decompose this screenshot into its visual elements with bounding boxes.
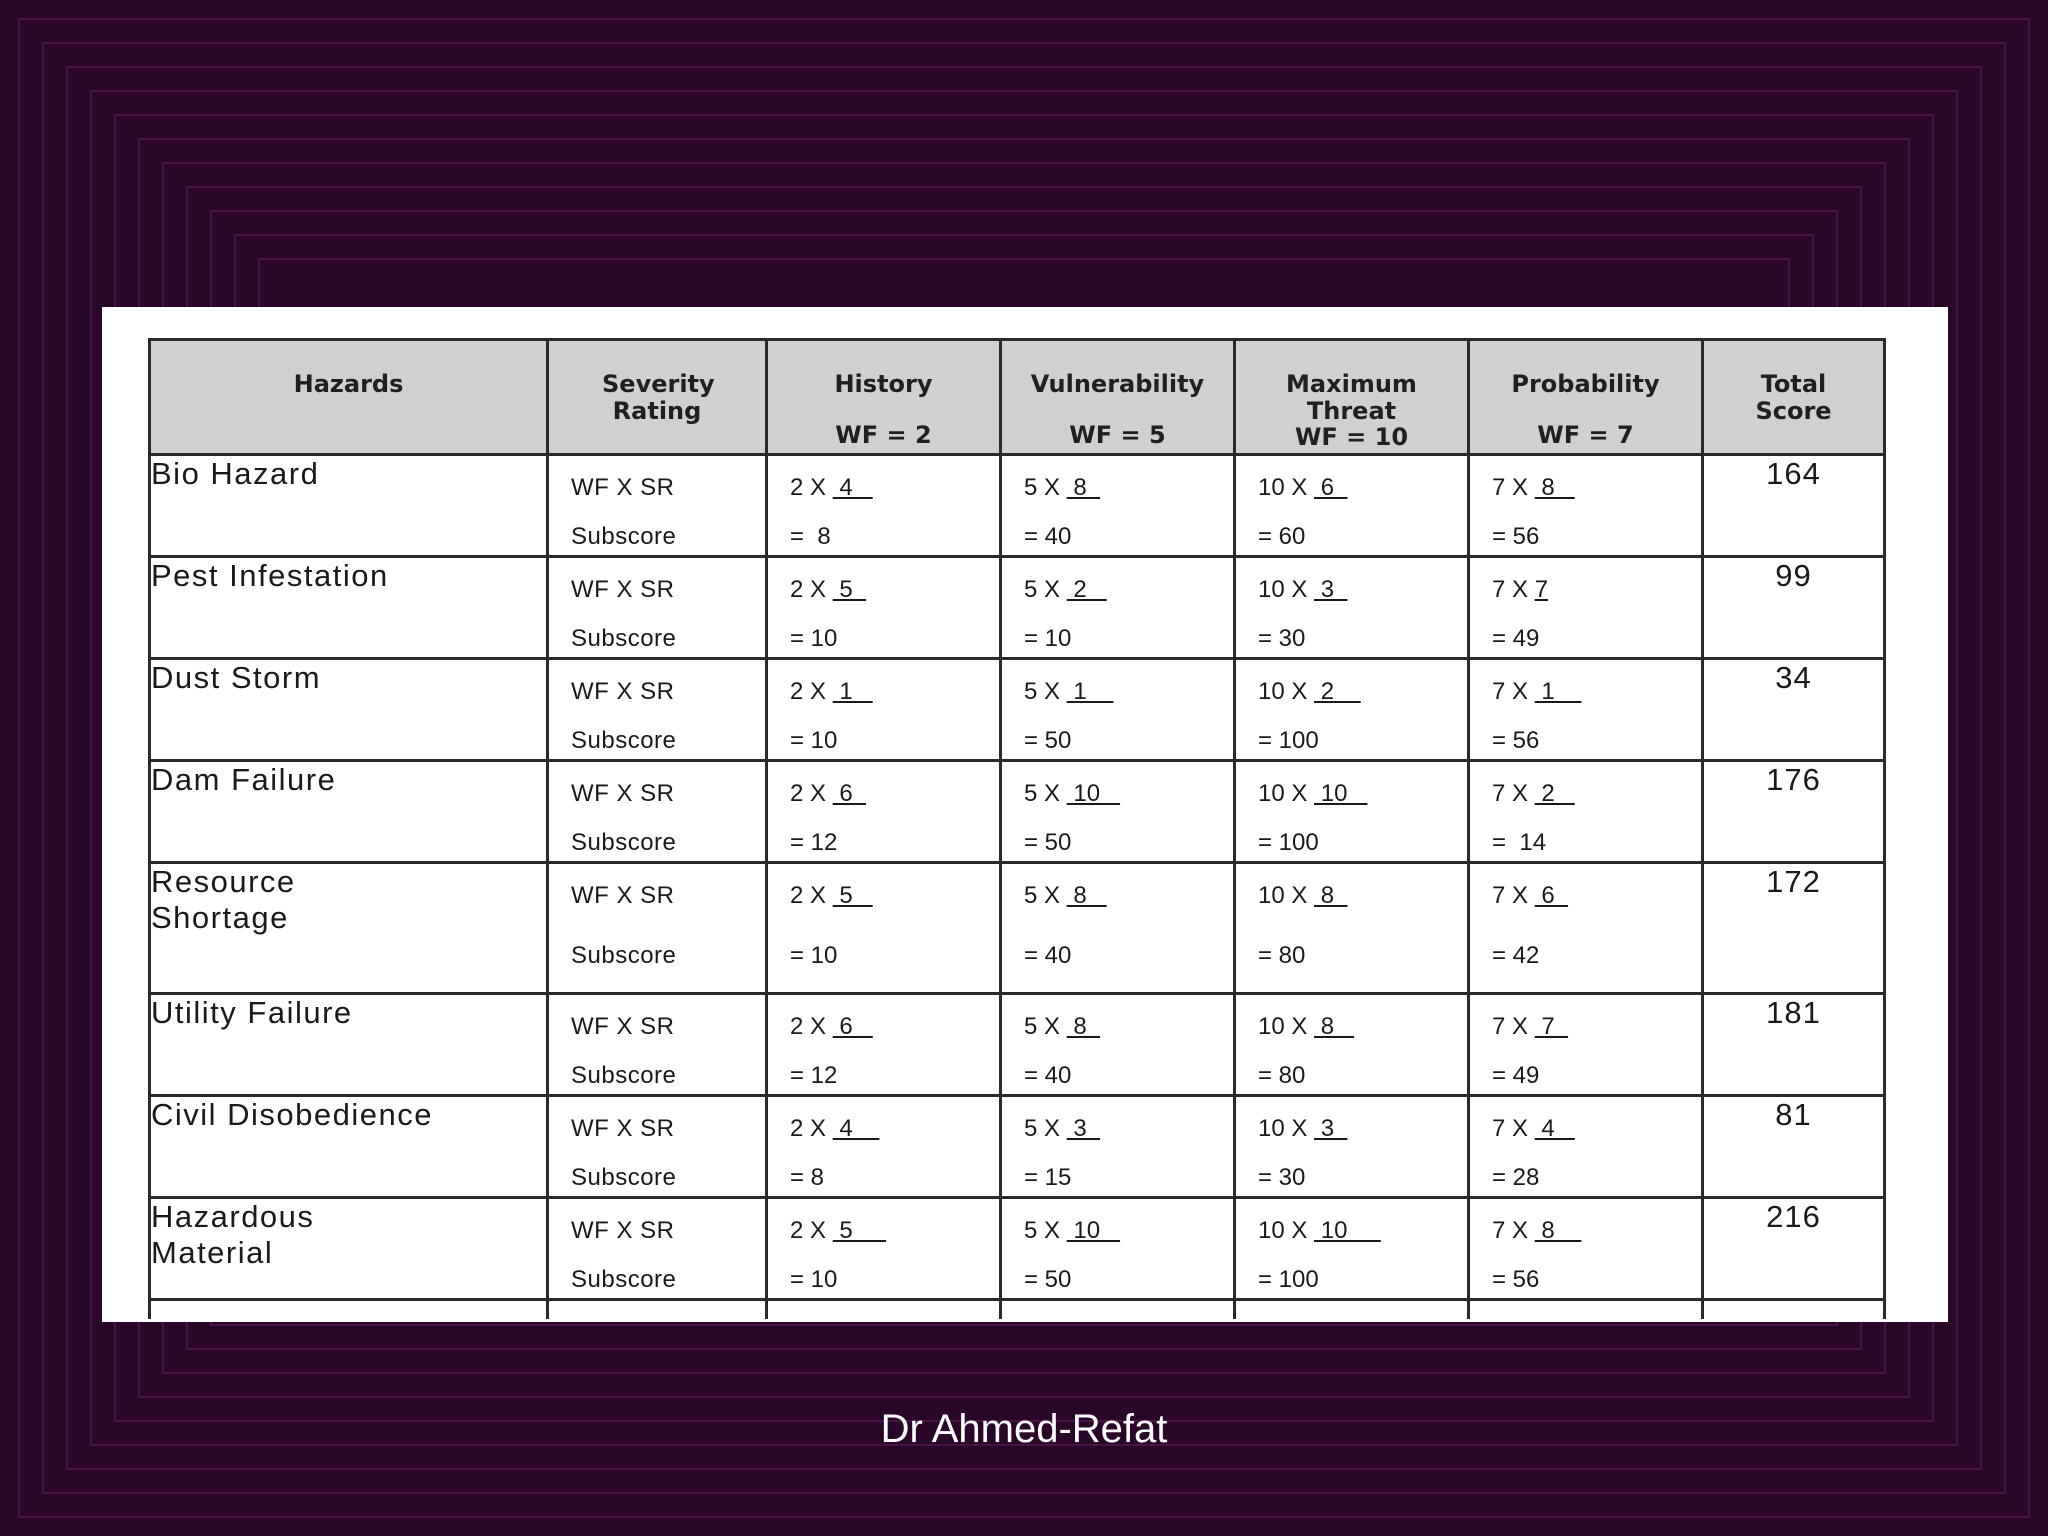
weight-factor-prefix: 2 X	[790, 882, 833, 909]
subscore-value: = 30	[1258, 625, 1306, 652]
severity-rating-value: 2	[1314, 678, 1361, 705]
weighted-formula	[1258, 1013, 1354, 1041]
weighted-formula	[790, 1115, 879, 1143]
empty-cell	[1703, 1300, 1885, 1320]
vulnerability-cell	[1001, 455, 1235, 557]
weight-factor-prefix: 10 X	[1258, 576, 1315, 603]
table-row	[150, 994, 1885, 1096]
weighted-formula	[1492, 1217, 1581, 1245]
probability-cell	[1469, 455, 1703, 557]
hazard-name	[150, 1198, 548, 1300]
severity-rating-value: 3	[1314, 576, 1348, 603]
subscore-value: = 10	[790, 942, 838, 969]
subscore-value: = 56	[1492, 1266, 1540, 1293]
table-row	[150, 659, 1885, 761]
total-score: 181	[1703, 994, 1885, 1096]
severity-rating-value: 6	[1534, 882, 1569, 909]
weighted-formula	[1492, 780, 1575, 808]
weight-factor-prefix: 10 X	[1258, 678, 1315, 705]
subscore-value: = 50	[1024, 727, 1072, 754]
hazard-name	[150, 863, 548, 994]
subscore-value: = 40	[1024, 942, 1072, 969]
weighted-formula	[1024, 1013, 1100, 1041]
subscore-value: = 8	[790, 523, 831, 550]
formula-label: WF X SR	[571, 1115, 675, 1142]
history-cell	[767, 863, 1001, 994]
empty-cell	[150, 1300, 548, 1320]
severity-rating-cell	[548, 1096, 767, 1198]
header-maximum-threat	[1235, 340, 1469, 455]
hazard-name	[150, 455, 548, 557]
weighted-formula	[1024, 1217, 1120, 1245]
header-title: Probability	[1511, 370, 1660, 398]
header-title: Total Score	[1755, 370, 1832, 425]
weighted-formula	[1024, 882, 1107, 910]
history-cell	[767, 994, 1001, 1096]
severity-rating-cell	[548, 761, 767, 863]
severity-rating-value: 10	[1314, 1217, 1381, 1244]
subscore-value: = 28	[1492, 1164, 1540, 1191]
formula-label: WF X SR	[571, 678, 675, 705]
weight-factor-prefix: 10 X	[1258, 1013, 1315, 1040]
weight-factor-prefix: 2 X	[790, 1217, 833, 1244]
history-cell	[767, 659, 1001, 761]
weight-factor-prefix: 2 X	[790, 678, 833, 705]
subscore-value: = 50	[1024, 1266, 1072, 1293]
severity-rating-value: 5	[832, 1217, 887, 1244]
weighted-formula	[1258, 780, 1367, 808]
max-threat-cell	[1235, 455, 1469, 557]
weight-factor-prefix: 7 X	[1492, 780, 1535, 807]
severity-rating-value: 6	[832, 1013, 873, 1040]
weight-factor-prefix: 7 X	[1492, 678, 1535, 705]
weight-factor-prefix: 7 X	[1492, 1115, 1535, 1142]
weight-factor-prefix: 5 X	[1024, 1217, 1067, 1244]
history-cell	[767, 761, 1001, 863]
weighted-formula	[790, 474, 873, 502]
header-weight-factor: WF = 10	[1294, 423, 1409, 451]
severity-rating-value: 10	[1314, 780, 1368, 807]
history-cell	[767, 1198, 1001, 1300]
hazard-name-text: Dam Failure	[151, 762, 337, 797]
severity-rating-value: 8	[1066, 1013, 1101, 1040]
subscore-value: = 12	[790, 829, 838, 856]
subscore-value: = 100	[1258, 727, 1319, 754]
hazard-name-text: Utility Failure	[151, 995, 353, 1030]
subscore-value: = 49	[1492, 1062, 1540, 1089]
severity-rating-value: 5	[832, 576, 867, 603]
header-history	[767, 340, 1001, 455]
weighted-formula	[1024, 474, 1100, 502]
subscore-value: = 60	[1258, 523, 1306, 550]
severity-rating-value: 3	[1314, 1115, 1348, 1142]
weight-factor-prefix: 2 X	[790, 1115, 833, 1142]
weighted-formula	[790, 678, 873, 706]
severity-rating-cell	[548, 557, 767, 659]
formula-label: WF X SR	[571, 882, 675, 909]
formula-label: WF X SR	[571, 474, 675, 501]
total-score: 176	[1703, 761, 1885, 863]
header-title: History	[834, 370, 933, 398]
total-score: 164	[1703, 455, 1885, 557]
probability-cell	[1469, 659, 1703, 761]
empty-cell	[1001, 1300, 1235, 1320]
max-threat-cell	[1235, 863, 1469, 994]
total-score: 99	[1703, 557, 1885, 659]
severity-rating-value: 4	[1534, 1115, 1575, 1142]
header-vulnerability	[1001, 340, 1235, 455]
header-weight-factor: WF = 7	[1537, 421, 1634, 449]
weight-factor-prefix: 7 X	[1492, 1013, 1535, 1040]
severity-rating-value: 1	[1534, 678, 1582, 705]
hazard-name	[150, 761, 548, 863]
total-score: 172	[1703, 863, 1885, 994]
weight-factor-prefix: 2 X	[790, 780, 833, 807]
subscore-value: = 56	[1492, 523, 1540, 550]
severity-rating-value: 7	[1534, 1013, 1569, 1040]
header-weight-factor: WF = 2	[835, 421, 932, 449]
hazard-name-text: Hazardous Material	[151, 1199, 315, 1270]
severity-rating-value: 1	[832, 678, 873, 705]
severity-rating-value: 8	[1314, 882, 1348, 909]
vulnerability-cell	[1001, 1096, 1235, 1198]
subscore-label: Subscore	[571, 1164, 677, 1191]
subscore-value: = 12	[790, 1062, 838, 1089]
weight-factor-prefix: 7 X	[1492, 882, 1535, 909]
empty-cell	[1469, 1300, 1703, 1320]
empty-cell	[548, 1300, 767, 1320]
weighted-formula	[1024, 576, 1107, 604]
weighted-formula	[1492, 882, 1568, 910]
history-cell	[767, 1096, 1001, 1198]
max-threat-cell	[1235, 659, 1469, 761]
max-threat-cell	[1235, 1096, 1469, 1198]
severity-rating-value: 6	[832, 780, 867, 807]
empty-cell	[1235, 1300, 1469, 1320]
weighted-formula	[1258, 474, 1347, 502]
subscore-value: = 10	[1024, 625, 1072, 652]
weighted-formula	[790, 882, 873, 910]
weight-factor-prefix: 5 X	[1024, 576, 1067, 603]
severity-rating-value: 8	[1314, 1013, 1355, 1040]
subscore-label: Subscore	[571, 727, 677, 754]
hazard-name	[150, 659, 548, 761]
footer-author: Dr Ahmed-Refat	[880, 1407, 1168, 1451]
weighted-formula	[1258, 678, 1361, 706]
header-hazards	[150, 340, 548, 455]
weight-factor-prefix: 5 X	[1024, 780, 1067, 807]
severity-rating-value: 8	[1066, 882, 1107, 909]
subscore-value: = 80	[1258, 942, 1306, 969]
weight-factor-prefix: 7 X	[1492, 576, 1535, 603]
hazard-name	[150, 557, 548, 659]
weighted-formula	[1024, 678, 1113, 706]
hazard-name-text: Resource Shortage	[151, 864, 296, 935]
severity-rating-value: 8	[1066, 474, 1101, 501]
severity-rating-cell	[548, 1198, 767, 1300]
header-row	[150, 340, 1885, 455]
subscore-value: = 100	[1258, 829, 1319, 856]
weight-factor-prefix: 5 X	[1024, 1115, 1067, 1142]
weighted-formula	[1492, 1013, 1568, 1041]
total-score: 216	[1703, 1198, 1885, 1300]
formula-label: WF X SR	[571, 576, 675, 603]
weight-factor-prefix: 10 X	[1258, 882, 1315, 909]
max-threat-cell	[1235, 761, 1469, 863]
subscore-label: Subscore	[571, 625, 677, 652]
header-severity-rating	[548, 340, 767, 455]
table-row-partial	[150, 1300, 1885, 1320]
weighted-formula	[1258, 576, 1347, 604]
weight-factor-prefix: 10 X	[1258, 780, 1315, 807]
probability-cell	[1469, 863, 1703, 994]
weight-factor-prefix: 10 X	[1258, 1217, 1315, 1244]
subscore-value: = 10	[790, 625, 838, 652]
max-threat-cell	[1235, 994, 1469, 1096]
probability-cell	[1469, 761, 1703, 863]
subscore-value: = 8	[790, 1164, 825, 1191]
subscore-value: = 30	[1258, 1164, 1306, 1191]
weighted-formula	[1258, 1115, 1347, 1143]
table-row	[150, 557, 1885, 659]
severity-rating-value: 5	[832, 882, 873, 909]
subscore-value: = 80	[1258, 1062, 1306, 1089]
history-cell	[767, 557, 1001, 659]
weight-factor-prefix: 5 X	[1024, 1013, 1067, 1040]
subscore-value: = 49	[1492, 625, 1540, 652]
severity-rating-cell	[548, 863, 767, 994]
weight-factor-prefix: 10 X	[1258, 474, 1315, 501]
vulnerability-cell	[1001, 863, 1235, 994]
total-score: 81	[1703, 1096, 1885, 1198]
weight-factor-prefix: 5 X	[1024, 678, 1067, 705]
table-row	[150, 1198, 1885, 1300]
vulnerability-cell	[1001, 994, 1235, 1096]
subscore-value: = 40	[1024, 523, 1072, 550]
severity-rating-value: 4	[832, 1115, 880, 1142]
hazard-table-panel	[102, 307, 1948, 1322]
weight-factor-prefix: 7 X	[1492, 474, 1535, 501]
subscore-value: = 10	[790, 727, 838, 754]
table-row	[150, 863, 1885, 994]
hazard-name-text: Civil Disobedience	[151, 1097, 434, 1132]
severity-rating-value: 8	[1534, 474, 1575, 501]
weight-factor-prefix: 2 X	[790, 474, 833, 501]
header-total-score	[1703, 340, 1885, 455]
max-threat-cell	[1235, 1198, 1469, 1300]
weight-factor-prefix: 5 X	[1024, 474, 1067, 501]
weighted-formula	[1258, 882, 1347, 910]
subscore-label: Subscore	[571, 1266, 677, 1293]
weighted-formula	[1024, 780, 1120, 808]
severity-rating-value: 3	[1066, 1115, 1101, 1142]
weighted-formula	[1024, 1115, 1100, 1143]
subscore-label: Subscore	[571, 829, 677, 856]
severity-rating-value: 8	[1534, 1217, 1582, 1244]
subscore-value: = 56	[1492, 727, 1540, 754]
formula-label: WF X SR	[571, 1217, 675, 1244]
subscore-value: = 15	[1024, 1164, 1072, 1191]
weight-factor-prefix: 10 X	[1258, 1115, 1315, 1142]
vulnerability-cell	[1001, 1198, 1235, 1300]
weighted-formula	[1492, 576, 1548, 604]
weighted-formula	[790, 780, 866, 808]
hazard-name-text: Dust Storm	[151, 660, 322, 695]
severity-rating-cell	[548, 659, 767, 761]
severity-rating-value: 2	[1066, 576, 1107, 603]
total-score: 34	[1703, 659, 1885, 761]
header-title: Severity Rating	[602, 370, 715, 425]
weight-factor-prefix: 5 X	[1024, 882, 1067, 909]
subscore-value: = 40	[1024, 1062, 1072, 1089]
hazard-name-text: Bio Hazard	[151, 456, 320, 491]
subscore-value: = 42	[1492, 942, 1540, 969]
probability-cell	[1469, 994, 1703, 1096]
header-title: Hazards	[293, 370, 404, 398]
header-weight-factor: WF = 5	[1069, 421, 1166, 449]
subscore-value: = 100	[1258, 1266, 1319, 1293]
weight-factor-prefix: 7 X	[1492, 1217, 1535, 1244]
weighted-formula	[790, 1217, 886, 1245]
table-row	[150, 761, 1885, 863]
header-title: Maximum Threat	[1286, 370, 1417, 425]
weighted-formula	[790, 1013, 873, 1041]
weighted-formula	[1492, 474, 1575, 502]
weighted-formula	[1492, 1115, 1575, 1143]
formula-label: WF X SR	[571, 1013, 675, 1040]
probability-cell	[1469, 1198, 1703, 1300]
subscore-value: = 10	[790, 1266, 838, 1293]
severity-rating-value: 10	[1066, 780, 1121, 807]
vulnerability-cell	[1001, 761, 1235, 863]
subscore-label: Subscore	[571, 523, 677, 550]
weighted-formula	[1258, 1217, 1381, 1245]
subscore-label: Subscore	[571, 942, 677, 969]
severity-rating-value: 4	[832, 474, 873, 501]
hazard-name	[150, 994, 548, 1096]
severity-rating-value: 10	[1066, 1217, 1121, 1244]
hazard-name-text: Pest Infestation	[151, 558, 389, 593]
severity-rating-value: 7	[1534, 576, 1549, 603]
severity-rating-value: 1	[1066, 678, 1114, 705]
weighted-formula	[790, 576, 866, 604]
formula-label: WF X SR	[571, 780, 675, 807]
severity-rating-cell	[548, 455, 767, 557]
probability-cell	[1469, 557, 1703, 659]
table-row	[150, 1096, 1885, 1198]
subscore-value: = 14	[1492, 829, 1547, 856]
subscore-label: Subscore	[571, 1062, 677, 1089]
severity-rating-value: 6	[1314, 474, 1348, 501]
header-title: Vulnerability	[1030, 370, 1205, 398]
header-probability	[1469, 340, 1703, 455]
hazard-vulnerability-table	[148, 338, 1886, 1319]
table-row	[150, 455, 1885, 557]
subscore-value: = 50	[1024, 829, 1072, 856]
severity-rating-value: 2	[1534, 780, 1575, 807]
hazard-name	[150, 1096, 548, 1198]
empty-cell	[767, 1300, 1001, 1320]
history-cell	[767, 455, 1001, 557]
weight-factor-prefix: 2 X	[790, 1013, 833, 1040]
weight-factor-prefix: 2 X	[790, 576, 833, 603]
vulnerability-cell	[1001, 659, 1235, 761]
max-threat-cell	[1235, 557, 1469, 659]
probability-cell	[1469, 1096, 1703, 1198]
vulnerability-cell	[1001, 557, 1235, 659]
weighted-formula	[1492, 678, 1581, 706]
severity-rating-cell	[548, 994, 767, 1096]
